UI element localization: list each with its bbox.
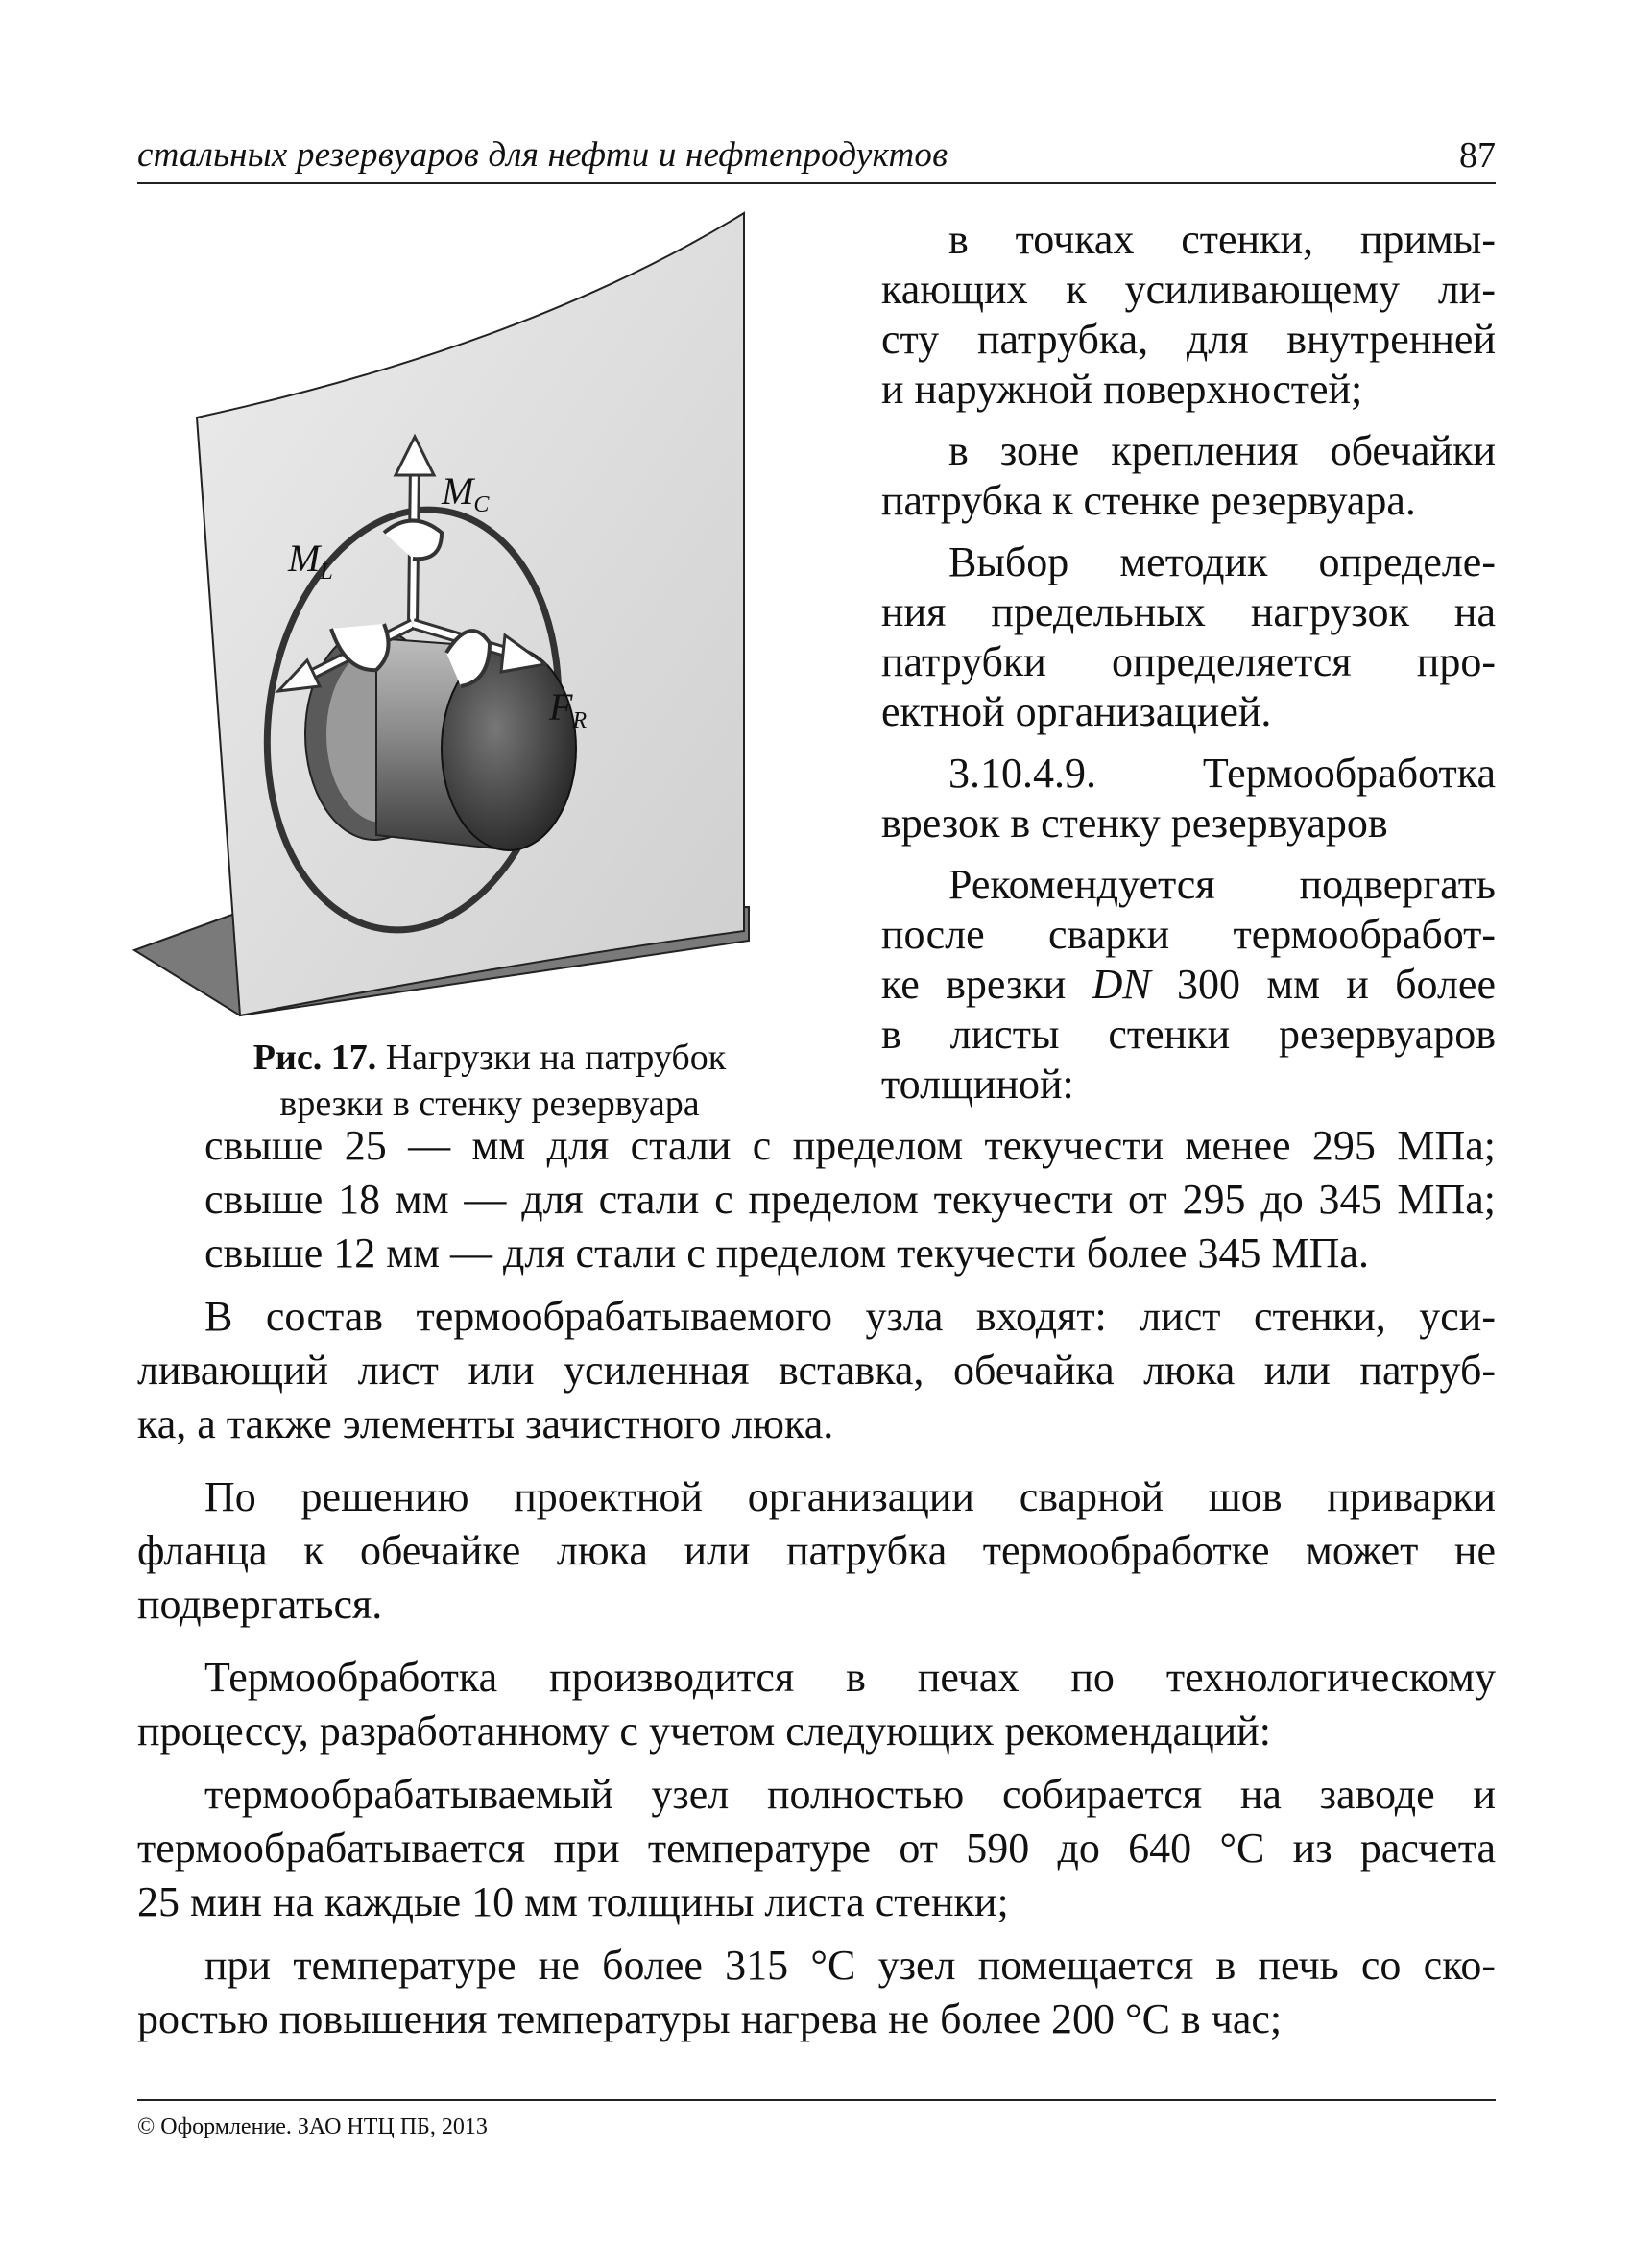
figure-number: Рис. 17. bbox=[252, 1038, 377, 1078]
tank-wall bbox=[197, 213, 744, 1015]
page-number: 87 bbox=[1459, 135, 1496, 176]
right-col-line: в зоне крепления обечайки bbox=[948, 427, 1496, 474]
body-line: термообрабатываемый узел полностью собирается на заводе и bbox=[204, 1771, 1496, 1818]
right-col-line: толщиной: bbox=[881, 1061, 1074, 1108]
right-col-line: Рекомендуется подвергать bbox=[948, 861, 1496, 908]
right-col-line: патрубки определяется про- bbox=[881, 638, 1496, 685]
right-col-line: после сварки термообработ- bbox=[881, 911, 1496, 958]
label-ml: $M_L$ bbox=[288, 537, 333, 585]
caption-line-2: врезки в стенку резервуара bbox=[279, 1084, 700, 1124]
body-line: термообрабатывается при температуре от 590 до 640 °С из расчета bbox=[137, 1825, 1496, 1872]
body-line: По решению проектной организации сварной шов приварки bbox=[204, 1473, 1496, 1520]
right-col-line: Выбор методик определе- bbox=[948, 538, 1496, 585]
body-line: ростью повышения температуры нагрева не более 200 °С в час; bbox=[137, 1995, 1283, 2042]
running-title: стальных резервуаров для нефти и нефтепродуктов bbox=[137, 135, 948, 175]
right-col-line: патрубка к стенке резервуара. bbox=[881, 477, 1416, 524]
right-col-line: ния предельных нагрузок на bbox=[881, 588, 1496, 635]
right-col-line: в листы стенки резервуаров bbox=[881, 1011, 1496, 1058]
body-line: подвергаться. bbox=[137, 1581, 383, 1628]
right-col-line: в точках стенки, примы- bbox=[948, 216, 1496, 263]
section-heading: 3.10.4.9. Термообработка bbox=[948, 750, 1496, 797]
running-head bbox=[137, 131, 1496, 184]
body-line: процессу, разработанному с учетом следующих рекомендаций: bbox=[137, 1707, 1271, 1755]
body-line: 25 мин на каждые 10 мм толщины листа стенки; bbox=[137, 1878, 1009, 1925]
footer-rule bbox=[137, 2099, 1496, 2101]
body-line: ливающий лист или усиленная вставка, обечайка люка или патруб- bbox=[137, 1347, 1496, 1394]
footer-copyright: © Оформление. ЗАО НТЦ ПБ, 2013 bbox=[137, 2114, 488, 2139]
figure-illustration bbox=[125, 202, 874, 1046]
section-heading: врезок в стенку резервуаров bbox=[881, 800, 1388, 847]
body-line: при температуре не более 315 °С узел помещается в печь со ско- bbox=[204, 1942, 1496, 1989]
body-line: ка, а также элементы зачистного люка. bbox=[137, 1400, 834, 1447]
label-mc: $M_C$ bbox=[442, 469, 490, 517]
right-col-line: кающих к усиливающему ли- bbox=[881, 266, 1496, 313]
figure-nozzle-loads bbox=[125, 202, 874, 1046]
body-line: свыше 25 — мм для стали с пределом текучести менее 295 МПа; bbox=[204, 1122, 1496, 1169]
body-line: свыше 12 мм — для стали с пределом текучести более 345 МПа. bbox=[204, 1229, 1369, 1277]
right-col-line: и наружной поверхностей; bbox=[881, 366, 1363, 413]
body-line: В состав термообрабатываемого узла входят: лист стенки, уси- bbox=[204, 1293, 1496, 1340]
right-col-line: сту патрубка, для внутренней bbox=[881, 316, 1496, 363]
right-col-line: ектной организацией. bbox=[881, 688, 1272, 735]
caption-line-1: Нагрузки на патрубок bbox=[385, 1038, 727, 1078]
body-line: Термообработка производится в печах по технологическому bbox=[204, 1654, 1496, 1701]
label-fr: $F_R$ bbox=[549, 685, 588, 733]
right-col-dn-line: ке врезки DN 300 мм и более bbox=[881, 961, 1496, 1008]
body-line: свыше 18 мм — для стали с пределом текучести от 295 до 345 МПа; bbox=[204, 1176, 1496, 1223]
body-line: фланца к обечайке люка или патрубка термообработке может не bbox=[137, 1527, 1496, 1574]
figure-caption bbox=[125, 1035, 854, 1127]
